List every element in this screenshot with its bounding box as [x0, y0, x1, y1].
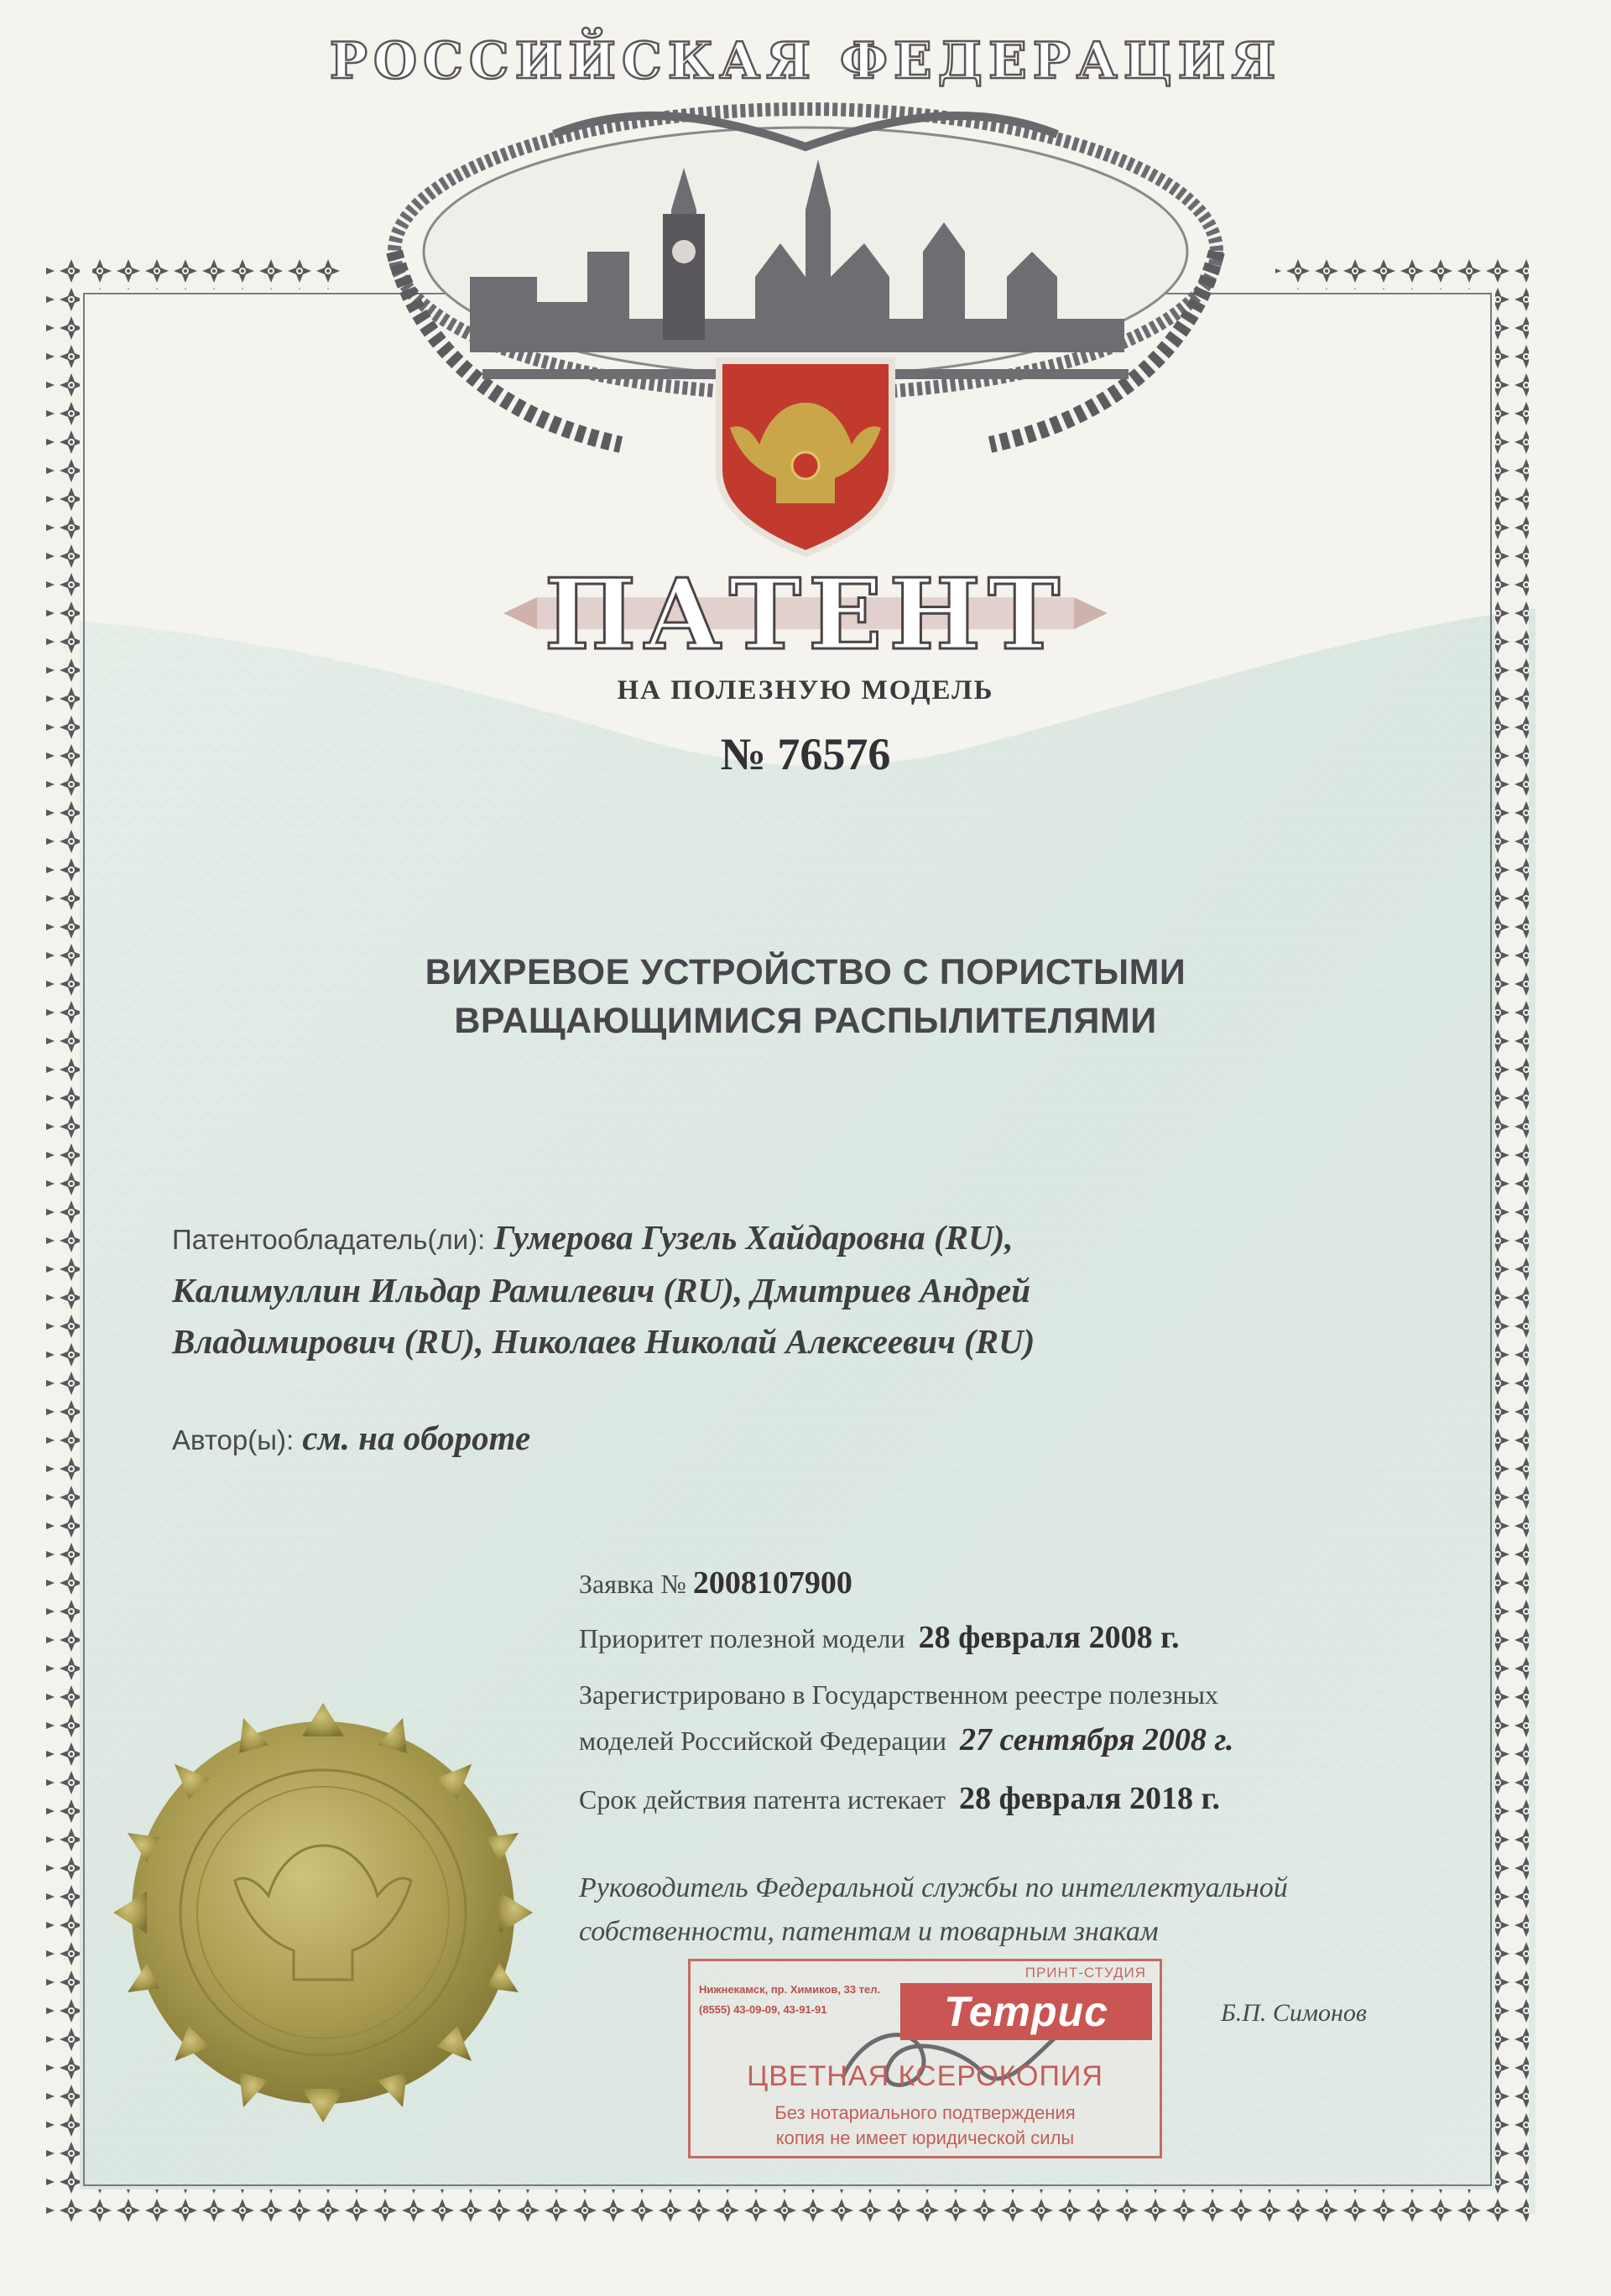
registered-date: [579, 1721, 1233, 1758]
invention-title: [0, 948, 1611, 1045]
document-type-heading: ПАТЕНТ: [544, 558, 1067, 672]
patent-holders: [172, 1212, 1414, 1367]
priority-label: Приоритет полезной модели: [579, 1623, 905, 1653]
country-name: РОССИЙСКАЯ ФЕДЕРАЦИЯ: [329, 32, 1282, 91]
registered-label-line: Зарегистрировано в Государственном реестре полезных: [579, 1679, 1218, 1710]
authors: [172, 1418, 530, 1458]
stamp-note-line: Без нотариального подтверждения: [774, 2102, 1076, 2123]
stamp-service: ЦВЕТНАЯ КСЕРОКОПИЯ: [747, 2060, 1103, 2092]
holders-label: Патентообладатель(ли):: [172, 1224, 486, 1255]
expiry-value: 28 февраля 2018 г.: [959, 1781, 1220, 1816]
official-position-line: собственности, патентам и товарным знакам: [579, 1916, 1159, 1947]
priority-date: [579, 1619, 1180, 1656]
holders-value: Владимирович (RU), Николаев Николай Алексеевич (RU): [172, 1322, 1035, 1361]
authors-value: см. на обороте: [302, 1419, 531, 1457]
holders-value: Гумерова Гузель Хайдаровна (RU),: [493, 1218, 1014, 1257]
signer-name: Б.П. Симонов: [1221, 1999, 1367, 2027]
stamp-small-label: ПРИНТ-СТУДИЯ: [1024, 1965, 1146, 1981]
stamp-brand: Тетрис: [900, 1983, 1152, 2040]
holders-value: Калимуллин Ильдар Рамилевич (RU), Дмитриев Андрей: [172, 1271, 1031, 1309]
official-position-line: Руководитель Федеральной службы по интеллектуальной: [579, 1872, 1288, 1903]
document-subtitle: НА ПОЛЕЗНУЮ МОДЕЛЬ: [617, 675, 994, 705]
invention-title-line: ВРАЩАЮЩИМИСЯ РАСПЫЛИТЕЛЯМИ: [454, 1001, 1157, 1041]
stamp-note-line: копия не имеет юридической силы: [775, 2127, 1075, 2148]
copy-stamp: [688, 1959, 1162, 2158]
gold-seal: [113, 1703, 533, 2122]
patent-number: № 76576: [720, 729, 891, 779]
registered-value: 27 сентября 2008 г.: [959, 1722, 1234, 1757]
authors-label: Автор(ы):: [172, 1424, 295, 1455]
priority-value: 28 февраля 2008 г.: [918, 1620, 1180, 1655]
stamp-address: Нижнекамск, пр. Химиков, 33 тел. (8555) 43-09-09, 43-91-91: [699, 1983, 881, 2016]
application-number: [579, 1565, 852, 1601]
stamp-note: [691, 2101, 1160, 2151]
official-position: [579, 1866, 1527, 1954]
invention-title-line: ВИХРЕВОЕ УСТРОЙСТВО С ПОРИСТЫМИ: [425, 952, 1186, 992]
application-label: Заявка №: [579, 1569, 686, 1599]
coat-of-arms-icon: [719, 361, 892, 554]
registered-label: моделей Российской Федерации: [579, 1726, 946, 1756]
application-value: 2008107900: [692, 1565, 852, 1601]
expiry-label: Срок действия патента истекает: [579, 1784, 946, 1814]
expiry-date: [579, 1780, 1220, 1817]
holders-line: [172, 1212, 1414, 1265]
